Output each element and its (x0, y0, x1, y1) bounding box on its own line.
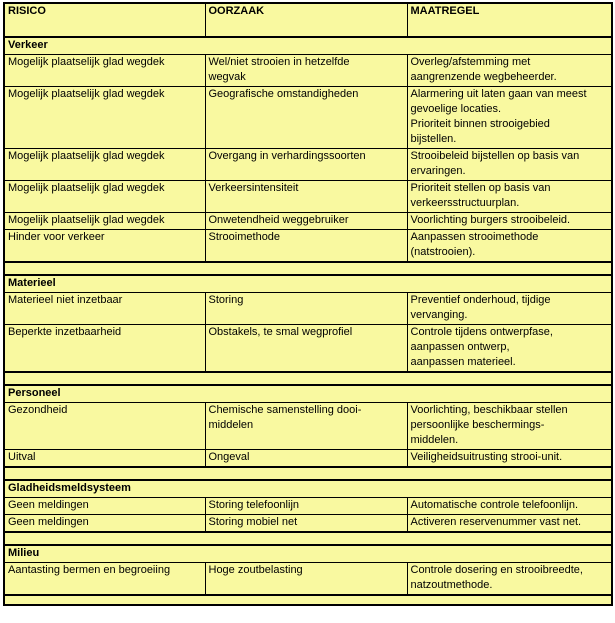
maatregel-cell: Voorlichting burgers strooibeleid. (407, 213, 612, 230)
section-title: Gladheidsmeldsysteem (4, 480, 612, 498)
table-row (4, 55, 612, 87)
table-row (4, 213, 612, 230)
oorzaak-cell: Overgang in verhardingssoorten (205, 149, 407, 181)
maatregel-cell: Automatische controle telefoonlijn. (407, 498, 612, 515)
section-title: Verkeer (4, 37, 612, 55)
oorzaak-cell: Hoge zoutbelasting (205, 563, 407, 596)
oorzaak-cell: Geografische omstandigheden (205, 87, 407, 149)
risico-cell: Materieel niet inzetbaar (4, 293, 205, 325)
oorzaak-cell: Verkeersintensiteit (205, 181, 407, 213)
table-row (4, 230, 612, 263)
oorzaak-cell: Strooimethode (205, 230, 407, 263)
oorzaak-cell: Obstakels, te smal wegprofiel (205, 325, 407, 373)
risico-cell: Aantasting bermen en begroeiing (4, 563, 205, 596)
section-title: Milieu (4, 545, 612, 563)
maatregel-cell: Alarmering uit laten gaan van meest gevoelige locaties. Prioriteit binnen strooigebied bijstellen. (407, 87, 612, 149)
section-title: Materieel (4, 275, 612, 293)
table-row (4, 181, 612, 213)
maatregel-cell: Voorlichting, beschikbaar stellen persoonlijke beschermings- middelen. (407, 403, 612, 450)
risico-cell: Mogelijk plaatselijk glad wegdek (4, 181, 205, 213)
maatregel-cell: Preventief onderhoud, tijdige vervanging. (407, 293, 612, 325)
risico-cell: Beperkte inzetbaarheid (4, 325, 205, 373)
risico-cell: Geen meldingen (4, 515, 205, 533)
bottom-spacer (4, 595, 612, 605)
table-row (4, 515, 612, 533)
maatregel-cell: Overleg/afstemming met aangrenzende wegbeheerder. (407, 55, 612, 87)
oorzaak-cell: Onwetendheid weggebruiker (205, 213, 407, 230)
risico-cell: Gezondheid (4, 403, 205, 450)
section-header-personeel (4, 385, 612, 403)
maatregel-cell: Veiligheidsuitrusting strooi-unit. (407, 450, 612, 468)
section-header-milieu (4, 545, 612, 563)
oorzaak-cell: Storing telefoonlijn (205, 498, 407, 515)
section-spacer (4, 262, 612, 275)
document-page (0, 2, 615, 623)
column-header-risico: RISICO (4, 3, 205, 37)
table-row (4, 403, 612, 450)
risico-cell: Geen meldingen (4, 498, 205, 515)
column-header-oorzaak: OORZAAK (205, 3, 407, 37)
section-header-gladheidsmeldsysteem (4, 480, 612, 498)
table-row (4, 87, 612, 149)
risico-cell: Mogelijk plaatselijk glad wegdek (4, 213, 205, 230)
section-spacer (4, 372, 612, 385)
maatregel-cell: Aanpassen strooimethode (natstrooien). (407, 230, 612, 263)
table-row (4, 293, 612, 325)
oorzaak-cell: Storing (205, 293, 407, 325)
section-spacer (4, 467, 612, 480)
risico-cell: Hinder voor verkeer (4, 230, 205, 263)
oorzaak-cell: Ongeval (205, 450, 407, 468)
section-header-materieel (4, 275, 612, 293)
maatregel-cell: Controle tijdens ontwerpfase, aanpassen ontwerp, aanpassen materieel. (407, 325, 612, 373)
maatregel-cell: Strooibeleid bijstellen op basis van ervaringen. (407, 149, 612, 181)
risk-matrix-table (3, 2, 613, 606)
section-title: Personeel (4, 385, 612, 403)
oorzaak-cell: Wel/niet strooien in hetzelfde wegvak (205, 55, 407, 87)
table-row (4, 149, 612, 181)
table-row (4, 325, 612, 373)
oorzaak-cell: Chemische samenstelling dooi- middelen (205, 403, 407, 450)
table-row (4, 563, 612, 596)
column-header-row (4, 3, 612, 37)
column-header-maatregel: MAATREGEL (407, 3, 612, 37)
table-row (4, 498, 612, 515)
section-spacer (4, 532, 612, 545)
section-header-verkeer (4, 37, 612, 55)
risico-cell: Mogelijk plaatselijk glad wegdek (4, 87, 205, 149)
oorzaak-cell: Storing mobiel net (205, 515, 407, 533)
maatregel-cell: Prioriteit stellen op basis van verkeersstructuurplan. (407, 181, 612, 213)
risico-cell: Mogelijk plaatselijk glad wegdek (4, 55, 205, 87)
risico-cell: Mogelijk plaatselijk glad wegdek (4, 149, 205, 181)
maatregel-cell: Activeren reservenummer vast net. (407, 515, 612, 533)
risico-cell: Uitval (4, 450, 205, 468)
table-row (4, 450, 612, 468)
maatregel-cell: Controle dosering en strooibreedte, natzoutmethode. (407, 563, 612, 596)
